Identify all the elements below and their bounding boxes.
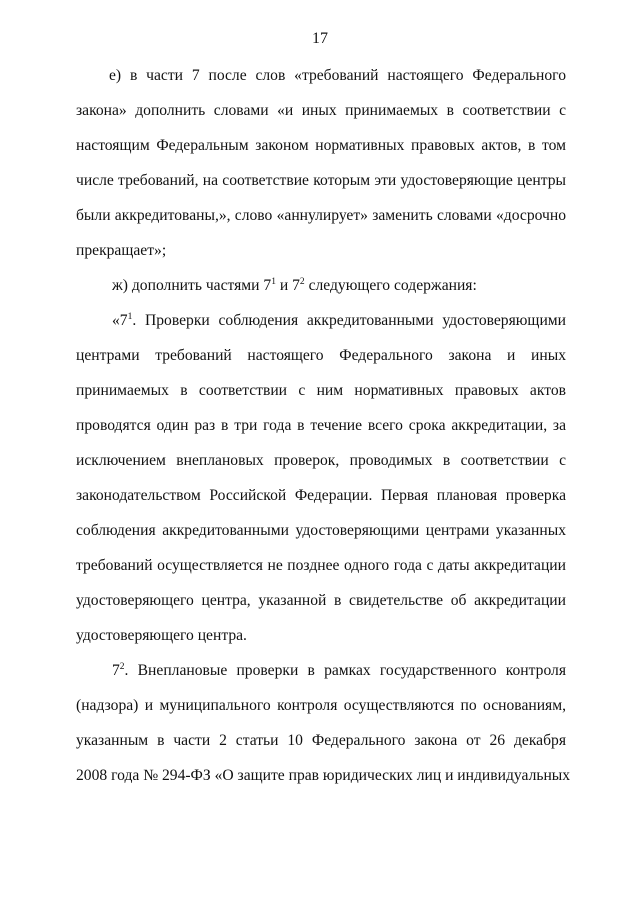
- text-run: ж) дополнить частями 7: [112, 277, 272, 294]
- text-line: [112, 276, 566, 296]
- text-line: проводятся один раз в три года в течение всего срока аккредитации, за: [76, 417, 566, 434]
- text-run: 7: [112, 662, 120, 679]
- text-line: е) в части 7 после слов «требований настоящего Федерального: [109, 67, 566, 84]
- text-line: законодательством Российской Федерации. Первая плановая проверка: [76, 487, 566, 504]
- text-line: [112, 311, 566, 331]
- text-run: . Проверки соблюдения аккредитованными удостоверяющими: [132, 312, 566, 329]
- text-run: следующего содержания:: [304, 277, 477, 294]
- text-line: удостоверяющего центра, указанной в свидетельстве об аккредитации: [76, 592, 566, 609]
- text-line: числе требований, на соответствие которым эти удостоверяющие центры: [76, 172, 566, 189]
- text-run: . Внеплановые проверки в рамках государственного контроля: [124, 662, 566, 679]
- text-line: [112, 661, 566, 681]
- text-run: и 7: [275, 277, 300, 294]
- superscript: 2: [299, 277, 305, 287]
- text-line: настоящим Федеральным законом нормативных правовых актов, в том: [76, 137, 566, 154]
- text-line: 2008 года № 294-ФЗ «О защите прав юридических лиц и индивидуальных: [76, 767, 571, 784]
- text-line: соблюдения аккредитованными удостоверяющими центрами указанных: [76, 522, 566, 539]
- page-number: 17: [312, 30, 328, 47]
- text-line: прекращает»;: [76, 242, 167, 259]
- text-line: закона» дополнить словами «и иных принимаемых в соответствии с: [76, 102, 566, 119]
- text-line: (надзора) и муниципального контроля осуществляются по основаниям,: [76, 697, 566, 714]
- text-line: указанным в части 2 статьи 10 Федерального закона от 26 декабря: [76, 732, 566, 749]
- superscript: 1: [127, 312, 133, 322]
- text-line: исключением внеплановых проверок, проводимых в соответствии с: [76, 452, 566, 469]
- text-line: принимаемых в соответствии с ним нормативных правовых актов: [76, 382, 566, 399]
- text-line: центрами требований настоящего Федерального закона и иных: [76, 347, 566, 364]
- text-line: требований осуществляется не позднее одного года с даты аккредитации: [76, 557, 566, 574]
- superscript: 1: [271, 277, 276, 287]
- superscript: 2: [119, 662, 125, 672]
- text-line: удостоверяющего центра.: [76, 627, 247, 644]
- text-line: были аккредитованы,», слово «аннулирует» заменить словами «досрочно: [76, 207, 566, 224]
- text-run: «7: [112, 312, 128, 329]
